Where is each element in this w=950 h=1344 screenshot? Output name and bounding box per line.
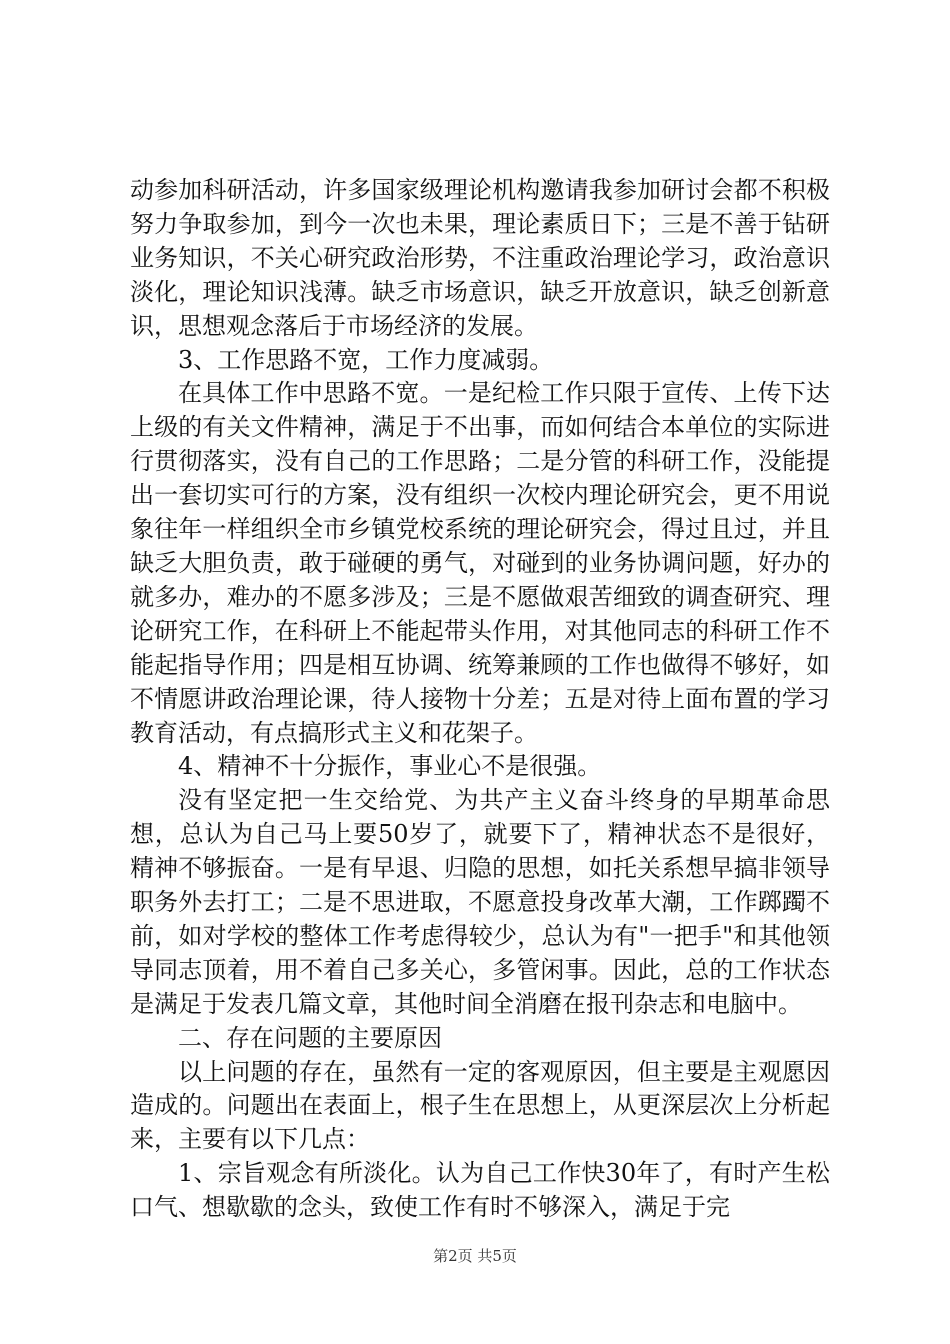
page-number-footer: 第2页 共5页 bbox=[433, 1247, 517, 1265]
paragraph-1: 动参加科研活动，许多国家级理论机构邀请我参加研讨会都不积极努力争取参加，到今一次也未果，理论素质日下；三是不善于钻研业务知识，不关心研究政治形势，不注重政治理论学习，政治意识淡化，理论知识浅薄。缺乏市场意识，缺乏开放意识，缺乏创新意识，思想观念落后于市场经济的发展。 bbox=[130, 176, 830, 340]
section-heading-causes: 二、存在问题的主要原因 bbox=[178, 1023, 442, 1052]
paragraph-work-ideas: 在具体工作中思路不宽。一是纪检工作只限于宣传、上传下达上级的有关文件精神，满足于不出事，而如何结合本单位的实际进行贯彻落实，没有自己的工作思路；二是分管的科研工作，没能提出一套切实可行的方案，没有组织一次校内理论研究会，更不用说象往年一样组织全市乡镇党校系统的理论研究会，得过且过，并且缺乏大胆负责，敢于碰硬的勇气，对碰到的业务协调问题，好办的就多办，难办的不愿多涉及；三是不愿做艰苦细致的调查研究、理论研究工作，在科研上不能起带头作用，对其他同志的科研工作不能起指导作用；四是相互协调、统筹兼顾的工作也做得不够好，如不情愿讲政治理论课，待人接物十分差；五是对待上面布置的学习教育活动，有点搞形式主义和花架子。 bbox=[130, 379, 830, 747]
heading-4-spirit: 4、精神不十分振作，事业心不是很强。 bbox=[178, 752, 602, 781]
paragraph-causes-intro: 以上问题的存在，虽然有一定的客观原因，但主要是主观愿因造成的。问题出在表面上，根子生在思想上，从更深层次上分析起来，主要有以下几点： bbox=[130, 1057, 830, 1154]
paragraph-cause-1: 1、宗旨观念有所淡化。认为自己工作快30年了，有时产生松口气、想歇歇的念头，致使工作有时不够深入，满足于完 bbox=[130, 1159, 830, 1222]
paragraph-spirit: 没有坚定把一生交给党、为共产主义奋斗终身的早期革命思想，总认为自己马上要50岁了，就要下了，精神状态不是很好，精神不够振奋。一是有早退、归隐的思想，如托关系想早搞非领导职务外去打工；二是不思进取，不愿意投身改革大潮，工作踯躅不前，如对学校的整体工作考虑得较少，总认为有"一把手"和其他领导同志顶着，用不着自己多关心，多管闲事。因此，总的工作状态是满足于发表几篇文章，其他时间全消磨在报刊杂志和电脑中。 bbox=[130, 786, 830, 1018]
heading-3-work-ideas: 3、工作思路不宽，工作力度减弱。 bbox=[178, 345, 554, 374]
document-body bbox=[130, 174, 830, 1225]
